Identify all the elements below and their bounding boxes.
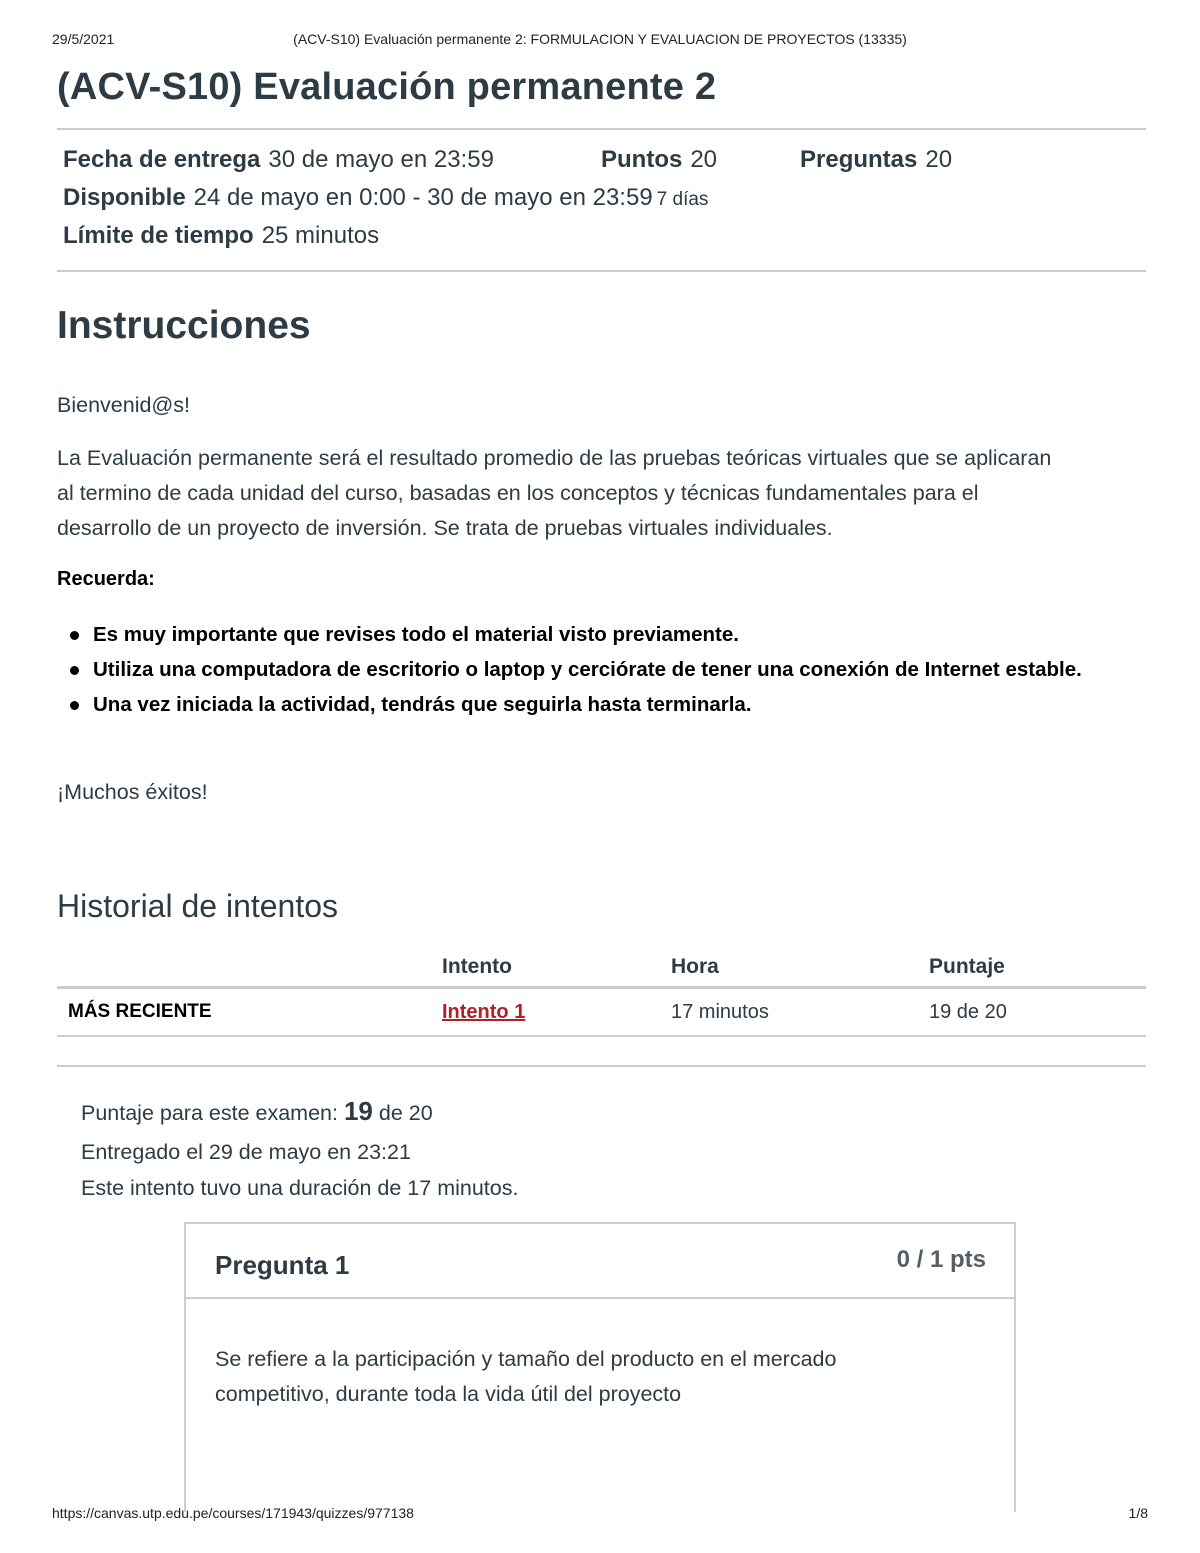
- questions-value: 20: [925, 146, 953, 173]
- list-item: Utiliza una computadora de escritorio o laptop y cerciórate de tener una conexión de Internet estable.: [93, 652, 1146, 687]
- time-limit-row: [63, 222, 379, 250]
- attempt-time: 17 minutos: [671, 988, 929, 1037]
- available-label: Disponible: [63, 184, 186, 211]
- attempt-link[interactable]: Intento 1: [442, 1000, 526, 1023]
- divider: [57, 1065, 1146, 1067]
- question-card: [184, 1222, 1016, 1512]
- question-points: 0 / 1 pts: [896, 1246, 986, 1273]
- score-suffix: de 20: [378, 1101, 433, 1125]
- page-title: (ACV-S10) Evaluación permanente 2: [57, 66, 717, 108]
- submitted-info: Entregado el 29 de mayo en 23:21: [81, 1140, 411, 1164]
- time-limit-label: Límite de tiempo: [63, 222, 254, 249]
- instructions-body-line-3: desarrollo de un proyecto de inversión. Se trata de pruebas virtuales individuales.: [57, 516, 833, 540]
- score-value: 19: [343, 1096, 373, 1126]
- divider: [57, 128, 1146, 130]
- print-page-title: (ACV-S10) Evaluación permanente 2: FORMULACION Y EVALUACION DE PROYECTOS (13335): [293, 31, 907, 47]
- table-header-row: [57, 948, 1146, 988]
- points-row: [601, 146, 717, 174]
- reminder-label: Recuerda:: [57, 568, 155, 590]
- instructions-heading: Instrucciones: [57, 304, 311, 347]
- due-date-value: 30 de mayo en 23:59: [268, 146, 494, 173]
- due-date-label: Fecha de entrega: [63, 146, 261, 173]
- available-value: 24 de mayo en 0:00 - 30 de mayo en 23:59: [193, 184, 653, 211]
- reminder-list: [57, 617, 1146, 722]
- print-url: https://canvas.utp.edu.pe/courses/171943/quizzes/977138: [52, 1505, 414, 1521]
- column-header-score: Puntaje: [929, 948, 1146, 988]
- page-number: 1/8: [1128, 1505, 1148, 1521]
- duration-info: Este intento tuvo una duración de 17 minutos.: [81, 1176, 519, 1200]
- print-header: [52, 31, 1148, 51]
- list-item: Una vez iniciada la actividad, tendrás que seguirla hasta terminarla.: [93, 687, 1146, 722]
- available-row: [63, 184, 708, 212]
- attempts-table: [57, 948, 1146, 1037]
- instructions-greeting: Bienvenid@s!: [57, 393, 190, 417]
- attempt-score: 19 de 20: [929, 988, 1146, 1037]
- instructions-body-line-2: al termino de cada unidad del curso, basadas en los conceptos y técnicas fundamentales para el: [57, 481, 979, 505]
- question-text: Se refiere a la participación y tamaño del producto en el mercado competitivo, durante toda la vida útil del proyecto: [215, 1347, 837, 1406]
- divider: [57, 270, 1146, 272]
- print-footer: [52, 1505, 1148, 1525]
- points-label: Puntos: [601, 146, 683, 173]
- question-header: [186, 1224, 1014, 1299]
- questions-label: Preguntas: [800, 146, 918, 173]
- questions-row: [800, 146, 952, 174]
- list-item: Es muy importante que revises todo el material visto previamente.: [93, 617, 1146, 652]
- instructions-body-line-1: La Evaluación permanente será el resultado promedio de las pruebas teóricas virtuales que se aplicaran: [57, 446, 1052, 470]
- column-header-attempt: Intento: [442, 948, 671, 988]
- table-row: [57, 988, 1146, 1037]
- attempt-label: MÁS RECIENTE: [57, 988, 442, 1037]
- question-title: Pregunta 1: [215, 1250, 350, 1280]
- available-duration: 7 días: [656, 189, 709, 210]
- due-date-row: [63, 146, 494, 174]
- column-header-time: Hora: [671, 948, 929, 988]
- score-summary: [81, 1096, 433, 1127]
- column-header: [57, 948, 442, 988]
- history-heading: Historial de intentos: [57, 888, 339, 924]
- score-prefix: Puntaje para este examen:: [81, 1101, 338, 1125]
- instructions-closing: ¡Muchos éxitos!: [57, 780, 208, 804]
- time-limit-value: 25 minutos: [261, 222, 380, 249]
- points-value: 20: [690, 146, 718, 173]
- print-date: 29/5/2021: [52, 31, 115, 47]
